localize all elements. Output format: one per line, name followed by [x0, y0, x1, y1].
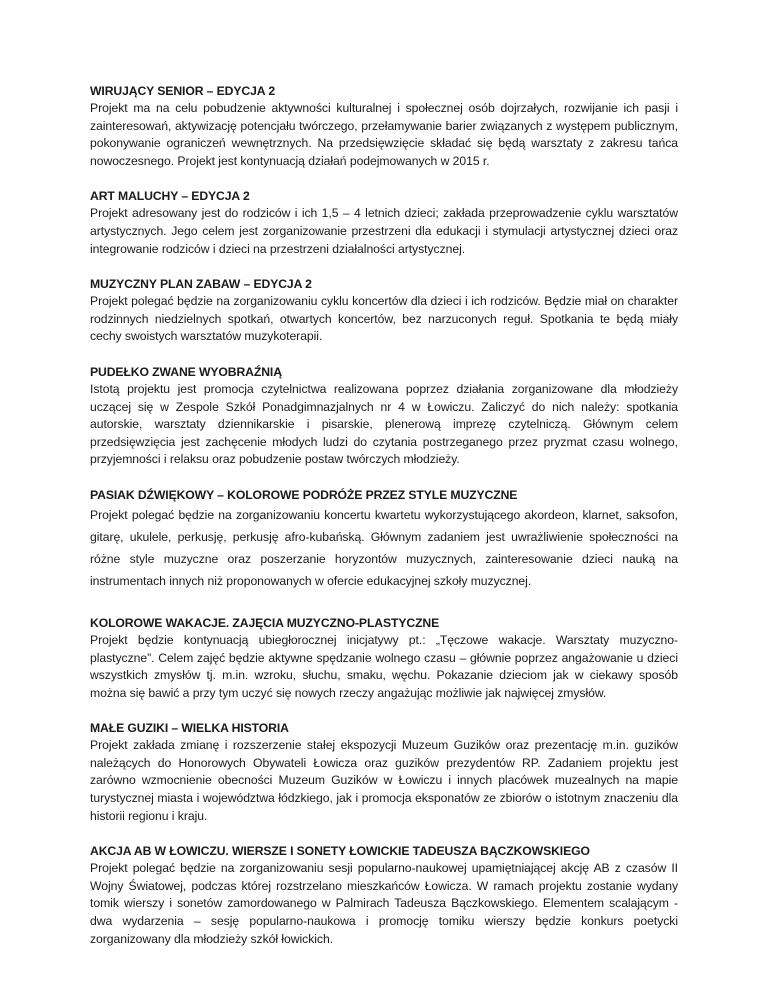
section-body: Projekt ma na celu pobudzenie aktywności kulturalnej i społecznej osób dojrzałych, rozwijanie ich pasji i zainteresowań, aktywizację potencjału twórczego, przełamywanie barier związanych z występem publicznym, pokonywanie ograniczeń wewnętrznych. Na przedsięwzięcie składać się będą warsztaty z zakresu tańca nowoczesnego. Projekt jest kontynuacją działań podejmowanych w 2015 r.: [90, 101, 678, 168]
section-male-guziki: [90, 719, 678, 825]
section-body: Projekt polegać będzie na zorganizowaniu koncertu kwartetu wykorzystującego akordeon, klarnet, saksofon, gitarę, ukulele, perkusję, perkusję afro-kubańską. Głównym zadaniem jest uwrażliwienie społeczności na różne style muzyczne oraz poszerzanie horyzontów muzycznych, zainteresowanie dzieci nauką na instrumentach innych niż proponowanych w ofercie edukacyjnej szkoły muzycznej.: [90, 507, 678, 588]
section-title: WIRUJĄCY SENIOR – EDYCJA 2: [90, 84, 275, 98]
document-page: [90, 82, 678, 965]
section-body: Projekt zakłada zmianę i rozszerzenie stałej ekspozycji Muzeum Guzików oraz prezentację m.in. guzików należących do Honorowych Obywateli Łowicza oraz guzików prezydentów RP. Zadaniem projektu jest zarówno wzmocnienie obecności Muzeum Guzików w Łowiczu i innych placówek muzealnych na mapie turystycznej miasta i województwa łódzkiego, jak i promocja eksponatów ze zbiorów o istotnym znaczeniu dla historii regionu i kraju.: [90, 738, 678, 823]
section-title: AKCJA AB W ŁOWICZU. WIERSZE I SONETY ŁOWICKIE TADEUSZA BĄCZKOWSKIEGO: [90, 844, 590, 859]
section-body: Projekt adresowany jest do rodziców i ich 1,5 – 4 letnich dzieci; zakłada przeprowadzenie cyklu warsztatów artystycznych. Jego celem jest zorganizowanie przestrzeni dla edukacji i stymulacji artystycznej dzieci oraz integrowanie rodziców i dzieci na przestrzeni działalności artystycznej.: [90, 206, 678, 256]
section-body: Istotą projektu jest promocja czytelnictwa realizowana poprzez działania zorganizowane dla młodzieży uczącej się w Zespole Szkół Ponadgimnazjalnych nr 4 w Łowiczu. Zaliczyć do nich należy: spotkania autorskie, warsztaty dziennikarskie i pisarskie, plenerową imprezę czytelniczą. Głównym celem przedsięwzięcia jest zachęcenie młodych ludzi do czytania postrzeganego przez pryzmat czasu wolnego, przyjemności i relaksu oraz pobudzenie postaw twórczych młodzieży.: [90, 381, 678, 467]
section-title: PUDEŁKO ZWANE WYOBRAŹNIĄ: [90, 364, 282, 379]
section-akcja-ab: [90, 842, 678, 948]
section-pudelko-zwane-wyobraznia: [90, 363, 678, 469]
section-body: Projekt polegać będzie na zorganizowaniu sesji popularno-naukowej upamiętniającej akcję AB z czasów II Wojny Światowej, podczas której rozstrzelano mieszkańców Łowicza. W ramach projektu zostanie wydany tomik wierszy i sonetów zamordowanego w Palmirach Tadeusza Bączkowskiego. Elementem scalającym - dwa wydarzenia – sesję popularno-naukowa i promocję tomiku wierszy będzie konkurs poetycki zorganizowany dla młodzieży szkół łowickich.: [90, 861, 678, 946]
section-title: MUZYCZNY PLAN ZABAW – EDYCJA 2: [90, 277, 312, 292]
section-body: Projekt będzie kontynuacją ubiegłorocznej inicjatywy pt.: „Tęczowe wakacje. Warsztaty muzyczno-plastyczne”. Celem zajęć będzie aktywne spędzanie wolnego czasu – głównie poprzez angażowanie u dzieci wszystkich zmysłów tj. m.in. wzroku, słuchu, smaku, węchu. Pokazanie dzieciom jak w ciekawy sposób można się bawić a przy tym uczyć się nowych rzeczy angażując możliwie jak najwięcej zmysłów.: [90, 632, 678, 700]
section-title: PASIAK DŹWIĘKOWY – KOLOROWE PODRÓŻE PRZEZ STYLE MUZYCZNE: [90, 487, 518, 502]
section-art-maluchy: [90, 187, 678, 258]
section-title: KOLOROWE WAKACJE. ZAJĘCIA MUZYCZNO-PLASTYCZNE: [90, 615, 440, 630]
section-pasiak-dzwiekowy: [90, 486, 678, 592]
section-title: ART MALUCHY – EDYCJA 2: [90, 189, 250, 204]
section-kolorowe-wakacje: [90, 614, 678, 702]
section-wirujacy-senior: [90, 82, 678, 170]
section-title: MAŁE GUZIKI – WIELKA HISTORIA: [90, 721, 289, 736]
section-muzyczny-plan-zabaw: [90, 275, 678, 346]
section-body: Projekt polegać będzie na zorganizowaniu cyklu koncertów dla dzieci i ich rodziców. Będzie miał on charakter rodzinnych niedzielnych spotkań, otwartych koncertów, bez narzuconych reguł. Spotkania te będą miały cechy swoistych warsztatów muzykoterapii.: [90, 294, 678, 344]
